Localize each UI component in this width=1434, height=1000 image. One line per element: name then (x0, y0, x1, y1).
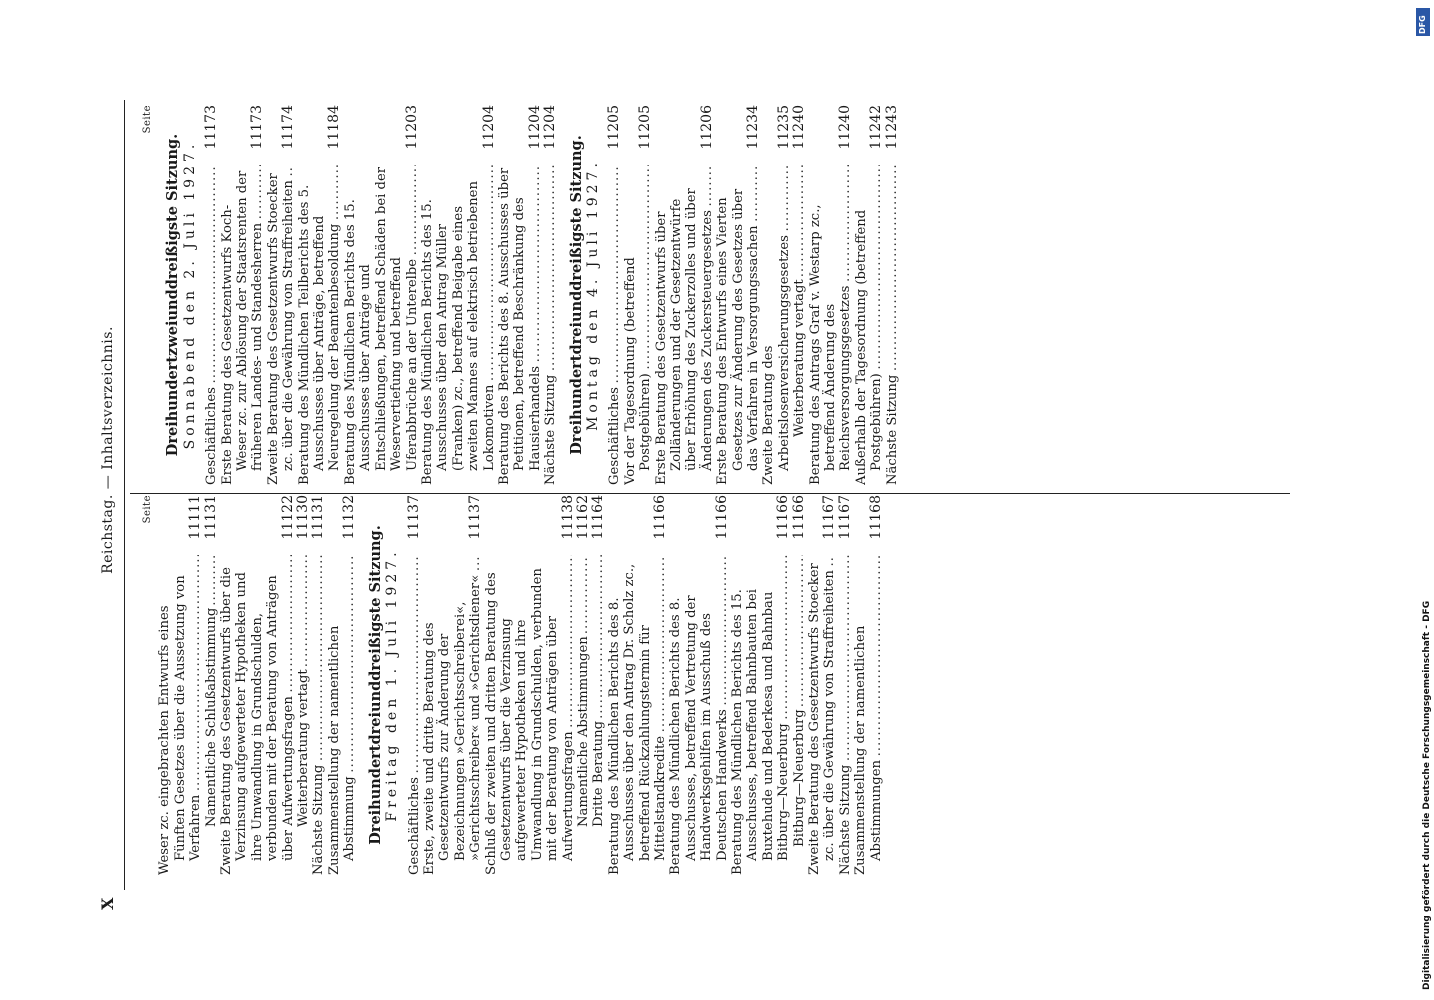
toc-entry-text: Namentliche Schlußabstimmung (203, 607, 219, 827)
toc-entry-text: Zweite Beratung des Arbeitslosenversicherungsgesetzes (761, 235, 792, 485)
left-entries-a (157, 495, 357, 875)
toc-entry-page: 11111 (187, 495, 204, 540)
toc-entry-page: 11166 (790, 495, 807, 540)
toc-entry (668, 495, 730, 875)
toc-entry-text: Beratung des Mündlichen Berichts des 15. Ausschusses, betreffend Bahnbauten bei Buxtehude und Bederkesa und Bahnbau Bitburg—Neuerburg (730, 589, 792, 875)
toc-entry-page: 11204 (480, 105, 497, 150)
toc-entry-text-wrap (484, 555, 576, 875)
toc-entry-text-wrap (853, 555, 884, 875)
toc-entry-text-wrap (422, 555, 484, 875)
toc-entry (607, 495, 669, 875)
toc-entry-text-wrap (543, 165, 558, 485)
toc-entry-text-wrap (761, 165, 792, 485)
toc-entry-text: Geschäftliches (607, 387, 623, 485)
toc-entry-page: 11235 (775, 105, 792, 150)
toc-entry-page: 11243 (883, 105, 900, 150)
toc-entry-page: 11164 (590, 495, 607, 540)
toc-entry-text-wrap (204, 165, 219, 485)
toc-entry (219, 495, 296, 875)
toc-entry-page: 11173 (249, 105, 266, 150)
right-entries-a (204, 105, 558, 485)
left-entries-b (407, 495, 885, 875)
toc-entry-page: 11204 (526, 105, 543, 150)
toc-entry-text: Beratung des Antrags Graf v. Westarp zc., betreffend Änderung des Reichsversorgungsgesetzes (807, 204, 854, 485)
toc-entry-text: Beratung des Mündlichen Berichts des 15. Ausschusses über den Antrag Müller (Franken) zc., betreffend Beigabe eines zweiten Mannes auf elektrisch betriebenen Lokomotiven (419, 181, 497, 485)
toc-entry-text: Nächste Sitzung (543, 374, 559, 485)
toc-entry-text: Außerhalb der Tagesordnung (betreffend Postgebühren) (853, 209, 885, 485)
toc-entry-text: Erste Beratung des Entwurfs eines Vierten Gesetzes zur Änderung des Gesetzes über das Verfahren in Versorgungssachen (715, 188, 762, 485)
toc-entry (854, 105, 885, 485)
toc-entry-text: Bitburg—Neuerburg (791, 709, 807, 847)
toc-entry-text: Erste, zweite und dritte Beratung des Gesetzentwurfs zur Änderung der Bezeichnungen »Gerichtsschreiberei«, »Gerichtsschreiber« und »Gerichtsdiener« (421, 574, 484, 875)
toc-entry-text-wrap (607, 165, 622, 485)
toc-entry (730, 495, 792, 875)
toc-entry-text-wrap (668, 555, 730, 875)
toc-entry-text: Zweite Beratung des Gesetzentwurfs Stoecker zc. über die Gewährung von Straffreiheiten (807, 563, 838, 875)
toc-entry-text-wrap (808, 165, 854, 485)
toc-entry-page: 11166 (775, 495, 792, 540)
left-column (136, 495, 884, 875)
toc-entry-page: 11138 (559, 495, 576, 540)
toc-entry-text-wrap (715, 165, 761, 485)
toc-entry-page: 11204 (542, 105, 559, 150)
toc-entry (853, 495, 884, 875)
toc-entry-text: Zusammenstellung der namentlichen Abstimmung (326, 625, 358, 875)
right-session1-date: Sonnabend den 2. Juli 1927. (181, 140, 198, 450)
toc-entry-text: Nächste Sitzung (837, 764, 853, 875)
toc-entry (792, 495, 807, 875)
toc-entry-text: Weser zc. eingebrachten Entwurfs eines Fünften Gesetzes über die Aussetzung von Verfahren (157, 575, 204, 875)
toc-entry-text-wrap (623, 165, 654, 485)
toc-entry (266, 105, 297, 485)
toc-entry (157, 495, 203, 875)
toc-entry-text: Geschäftliches (406, 777, 422, 875)
toc-entry-text: Zweite Beratung des Gesetzentwurfs über die Verzinsung aufgewerteter Hypotheken und ihre Umwandlung in Grundschulden, verbunden mit der Beratung von Anträgen über Aufwertungsfragen (219, 567, 296, 875)
dfg-logo-label: DFG (1418, 15, 1427, 34)
toc-entry-text: Zusammenstellung der namentlichen Abstimmungen (853, 625, 884, 875)
toc-entry-text: Beratung des Mündlichen Teilberichts des 5. Ausschusses über Anträge, betreffend Neuregelung der Beamtenbesoldung (296, 184, 343, 485)
toc-entry-page: 11205 (606, 105, 623, 150)
toc-entry-page: 11132 (341, 495, 358, 540)
toc-entry (591, 495, 606, 875)
toc-entry-text-wrap (311, 555, 326, 875)
toc-entry-page: 11166 (713, 495, 730, 540)
toc-entry (808, 105, 854, 485)
seite-label-right: Seite (142, 105, 153, 134)
toc-entry-page: 11137 (467, 495, 484, 540)
toc-entry (761, 105, 792, 485)
toc-entry (838, 495, 853, 875)
toc-entry-text: Beratung des Mündlichen Berichts des 8. Ausschusses, betreffend Vertretung der Handwerksgehilfen im Ausschuß des Deutschen Handwerks (668, 595, 730, 875)
toc-entry-text-wrap (885, 165, 900, 485)
toc-entry (420, 105, 497, 485)
toc-entry-page: 11205 (637, 105, 654, 150)
toc-entry (204, 105, 219, 485)
toc-entry (296, 495, 311, 875)
toc-entry-text-wrap (420, 165, 497, 485)
right-column (136, 105, 900, 485)
toc-entry-page: 11174 (280, 105, 297, 150)
toc-entry-text: Geschäftliches (204, 387, 220, 485)
toc-entry-page: 11168 (867, 495, 884, 540)
toc-entry-page: 11234 (745, 105, 762, 150)
toc-entry-text-wrap (792, 165, 807, 485)
right-session2-date: Montag den 4. Juli 1927. (584, 159, 601, 431)
right-session2-title: Dreihundertdreiunddreißigste Sitzung. (567, 135, 585, 455)
toc-entry-page: 11240 (791, 105, 808, 150)
column-divider (130, 493, 1290, 494)
toc-entry-text-wrap (838, 555, 853, 875)
running-head (98, 90, 122, 910)
page-number: X (98, 897, 117, 910)
toc-entry-page: 11130 (295, 495, 312, 540)
toc-entry-page: 11206 (698, 105, 715, 150)
toc-entry (422, 495, 484, 875)
toc-entry-text-wrap (576, 555, 591, 875)
toc-entry (576, 495, 591, 875)
toc-entry-text: Beratung des Mündlichen Berichts des 8. Ausschusses über den Antrag Dr. Scholz zc., betreffend Rückzahlungstermin für Mittelstandkredite (606, 563, 668, 875)
toc-entry-text: Erste Beratung des Gesetzentwurfs Koch-Weser zc. zur Ablösung der Staatsrenten der früheren Landes- und Standesherren (219, 170, 266, 485)
toc-entry (654, 105, 716, 485)
toc-entry-text-wrap (654, 165, 716, 485)
toc-entry-text-wrap (219, 555, 296, 875)
toc-entry-text: Zweite Beratung des Gesetzentwurfs Stoecker zc. über die Gewährung von Straffreiheiten (265, 173, 297, 485)
digitization-credit: Digitalisierung gefördert durch die Deutsche Forschungsgemeinschaft - DFG (1422, 600, 1432, 990)
toc-entry-text: Beratung des Mündlichen Berichts des 15. Ausschusses über Anträge und Entschließungen, betreffend Schäden bei der Weservertiefung und betreffend Uferabbrüche an der Unterelbe (342, 166, 420, 485)
left-session-title: Dreihundertdreiunddreißigste Sitzung. (366, 525, 384, 845)
toc-entry (715, 105, 761, 485)
running-title: Reichstag. — Inhaltsverzeichnis. (100, 326, 116, 574)
toc-entry-text: Nächste Sitzung (311, 764, 327, 875)
toc-entry-page: 11167 (821, 495, 838, 540)
toc-entry-text: Nächste Sitzung (884, 374, 900, 485)
toc-entry (297, 105, 343, 485)
toc-entry-page: 11137 (405, 495, 422, 540)
toc-entry (623, 105, 654, 485)
toc-entry (204, 495, 219, 875)
toc-entry-page: 11184 (326, 105, 343, 150)
toc-entry-text-wrap (343, 165, 420, 485)
toc-entry-text: Weiterberatung vertagt (792, 279, 808, 437)
toc-entry (484, 495, 576, 875)
toc-entry-page: 11167 (836, 495, 853, 540)
toc-entry-text-wrap (204, 555, 219, 875)
toc-entry-text: Weiterberatung vertagt (296, 669, 312, 827)
toc-entry-page: 11240 (837, 105, 854, 150)
toc-entry (343, 105, 420, 485)
toc-entry-text: Schluß der zweiten und dritten Beratung des Gesetzentwurfs über die Verzinsung aufgewerteter Hypotheken und ihre Umwandlung in Grundschulden, verbunden mit der Beratung von Anträgen über Aufwertungsfragen (483, 568, 576, 875)
toc-entry (220, 105, 266, 485)
toc-entry-text: Vor der Tagesordnung (betreffend Postgebühren) (622, 257, 654, 485)
toc-entry-text: Dritte Beratung (591, 720, 607, 827)
toc-entry (327, 495, 358, 875)
toc-entry-text-wrap (497, 165, 543, 485)
right-entries-b (607, 105, 900, 485)
toc-entry-text-wrap (157, 555, 203, 875)
toc-entry-text-wrap (792, 555, 807, 875)
toc-entry-text-wrap (266, 165, 297, 485)
toc-entry-text: Namentliche Abstimmungen (575, 636, 591, 827)
toc-entry-text-wrap (591, 555, 606, 875)
toc-entry-page: 11131 (202, 495, 219, 540)
toc-entry (497, 105, 543, 485)
toc-entry-text-wrap (407, 555, 422, 875)
toc-entry (807, 495, 838, 875)
toc-entry (792, 105, 807, 485)
toc-entry-text-wrap (296, 555, 311, 875)
toc-entry-text-wrap (607, 555, 669, 875)
toc-entry (543, 105, 558, 485)
toc-entry (407, 495, 422, 875)
right-session1-title: Dreihundertzweiunddreißigste Sitzung. (164, 133, 182, 457)
toc-entry-page: 11203 (403, 105, 420, 150)
toc-entry-text: Erste Beratung des Gesetzentwurfs über Zolländerungen und der Gesetzentwürfe über Erhöhung des Zuckerzolles und über Änderungen des Zuckersteuergesetzes (653, 188, 715, 485)
left-session-date: Freitag den 1. Juli 1927. (384, 548, 401, 822)
toc-entry-text-wrap (807, 555, 838, 875)
toc-entry-text: Beratung des Berichts des 8. Ausschusses über Petitionen, betreffend Beschränkung des Hausierhandels (496, 167, 543, 485)
toc-entry-text-wrap (327, 555, 358, 875)
toc-entry-text-wrap (854, 165, 885, 485)
toc-entry-page: 11242 (868, 105, 885, 150)
toc-entry (311, 495, 326, 875)
toc-entry-page: 11131 (310, 495, 327, 540)
header-rule (124, 100, 125, 890)
toc-entry-page: 11162 (574, 495, 591, 540)
toc-entry-text-wrap (220, 165, 266, 485)
toc-entry-text-wrap (730, 555, 792, 875)
toc-entry-page: 11166 (652, 495, 668, 540)
toc-entry-page: 11122 (279, 495, 296, 540)
seite-label-left: Seite (142, 495, 153, 524)
toc-entry (607, 105, 622, 485)
toc-entry-text-wrap (297, 165, 343, 485)
toc-entry (885, 105, 900, 485)
toc-entry-page: 11173 (203, 105, 220, 150)
